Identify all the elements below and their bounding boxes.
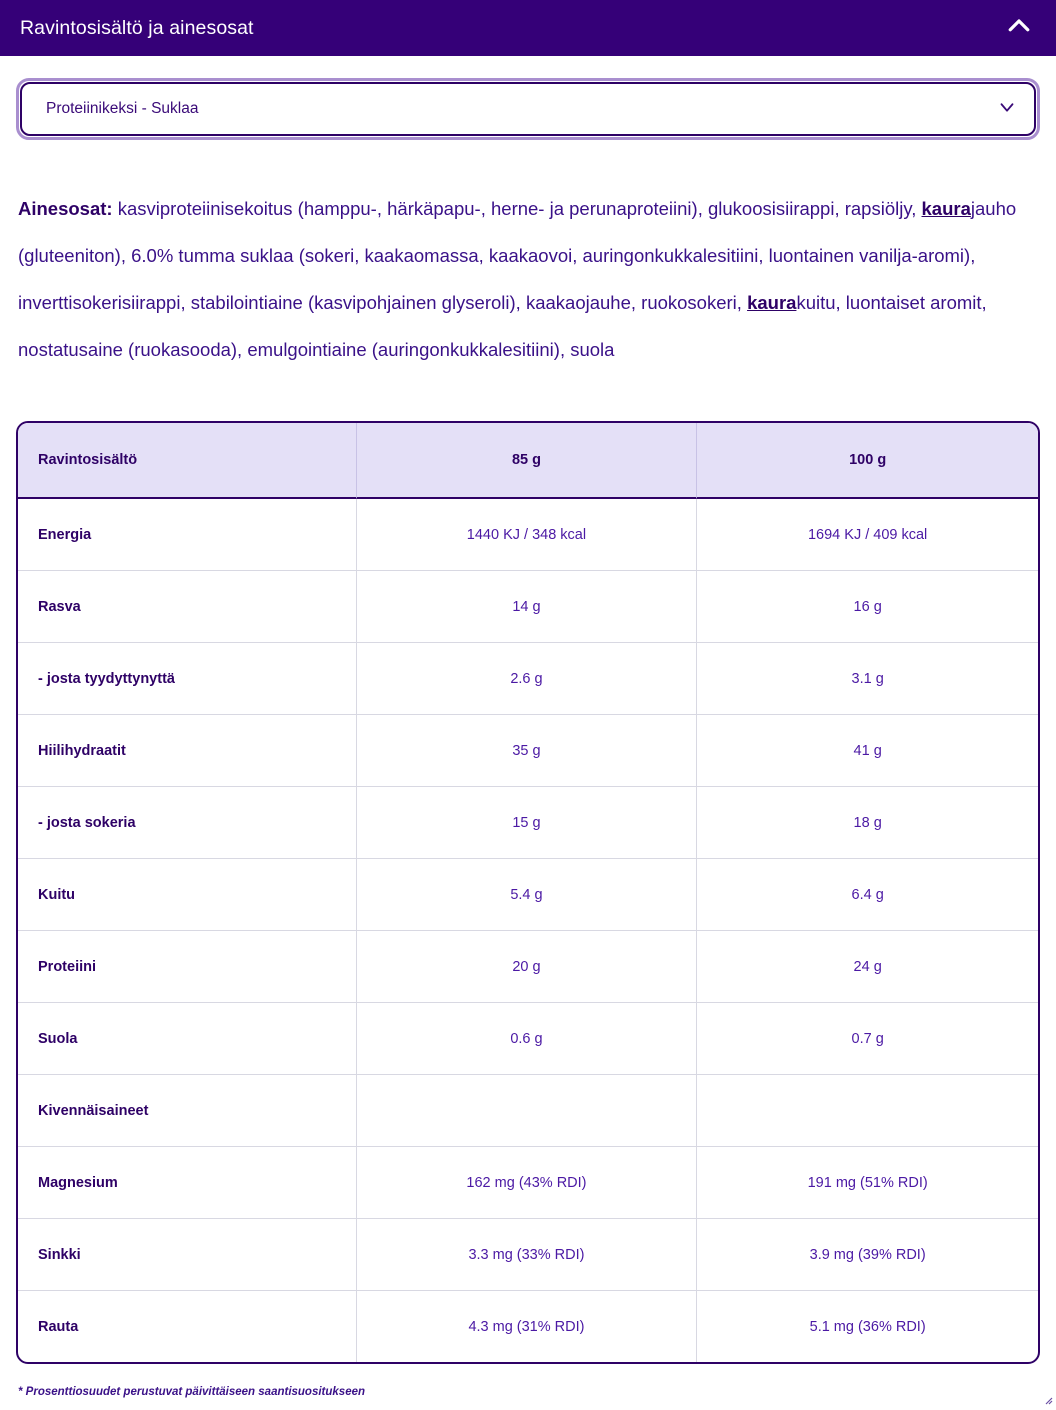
value-per-100g: 5.1 mg (36% RDI) [809,1318,926,1335]
table-row [18,1003,1038,1075]
table-row [18,1075,1038,1147]
value-per-serving: 14 g [357,571,698,643]
column-header-nutrient: Ravintosisältö [18,423,357,499]
nutrient-label: Magnesium [18,1147,357,1219]
nutrient-label: Proteiini [18,931,357,1003]
ingredient-text: kasviproteiinisekoitus (hamppu-, härkäpapu-, herne- ja perunaproteiini), glukoosisiirappi, rapsiöljy, [112,197,922,219]
resize-handle[interactable] [1043,1392,1053,1402]
ingredient-text: kuitu, luontaiset aromit, nostatusaine (ruokasooda), emulgointiaine (auringonkukkalesitiini), suola [18,291,987,360]
table-row [18,1291,1038,1362]
value-per-100g [697,1075,1038,1147]
nutrient-label: Suola [18,1003,357,1075]
value-per-100g: 1694 KJ / 409 kcal [697,499,1038,571]
variant-select-focus-ring [16,78,1040,140]
value-per-100g: 3.9 mg (39% RDI) [697,1219,1038,1291]
value-per-100g: 0.7 g [697,1003,1038,1075]
nutrition-table [16,421,1040,1364]
panel-header[interactable] [0,0,1056,56]
table-header [18,423,1038,499]
value-per-serving: 20 g [357,931,698,1003]
value-per-100g: 41 g [697,715,1038,787]
nutrient-label: Energia [18,499,357,571]
table-header-row [18,423,1038,499]
value-per-serving [357,1075,698,1147]
nutrient-label: - josta sokeria [18,787,357,859]
nutrient-label: Rasva [18,571,357,643]
column-header-serving: 85 g [357,423,698,499]
variant-select-value: Proteiinikeksi - Suklaa [46,100,199,117]
value-per-100g: 16 g [697,571,1038,643]
ingredients-paragraph [0,159,1056,373]
nutrition-table-container [0,391,1056,1364]
value-per-serving: 0.6 g [357,1003,698,1075]
value-per-serving: 35 g [357,715,698,787]
page-title: Ravintosisältö ja ainesosat [20,16,254,39]
nutrient-label: Rauta [18,1291,357,1362]
value-per-serving: 1440 KJ / 348 kcal [357,499,698,571]
table-row [18,859,1038,931]
table-row [18,931,1038,1003]
ingredient-text: jauho (gluteeniton), 6.0% tumma suklaa (sokeri, kaakaomassa, kaakaovoi, auringonkukkalesitiini, luontainen vanilja-aromi), inverttisokerisiirappi, stabilointiaine (kasvipohjainen glyseroli), kaakaojauhe, ruokosokeri, [18,197,1017,313]
table-row [18,499,1038,571]
variant-select-container [0,56,1056,140]
table-row [18,1219,1038,1291]
value-per-serving: 5.4 g [357,859,698,931]
table-row [18,1147,1038,1219]
value-per-100g: 191 mg (51% RDI) [697,1147,1038,1219]
table-body [18,499,1038,1362]
table-row [18,643,1038,715]
value-per-serving: 2.6 g [357,643,698,715]
table-row [18,787,1038,859]
table-row [18,571,1038,643]
nutrient-label: Hiilihydraatit [18,715,357,787]
allergen-term: kaura [921,197,971,219]
value-per-serving: 15 g [357,787,698,859]
rdi-footnote: * Prosenttiosuudet perustuvat päivittäiseen saantisuositukseen [18,1386,366,1398]
nutrient-label: Kuitu [18,859,357,931]
value-per-serving: 162 mg (43% RDI) [357,1147,698,1219]
value-per-100g: 18 g [697,787,1038,859]
value-per-100g: 6.4 g [697,859,1038,931]
ingredients-body [18,198,1016,360]
chevron-up-icon[interactable] [1004,11,1034,46]
column-header-100g: 100 g [697,423,1038,499]
nutrient-label: - josta tyydyttynyttä [18,643,357,715]
allergen-term: kaura [747,291,797,313]
variant-select[interactable] [20,82,1036,136]
nutrient-label: Sinkki [18,1219,357,1291]
chevron-down-icon[interactable] [996,96,1018,123]
value-per-100g: 3.1 g [697,643,1038,715]
value-per-serving: 3.3 mg (33% RDI) [357,1219,698,1291]
value-per-100g: 24 g [697,931,1038,1003]
nutrient-label: Kivennäisaineet [18,1075,357,1147]
table-row [18,715,1038,787]
ingredients-label: Ainesosat: [18,197,113,219]
value-per-serving: 4.3 mg (31% RDI) [357,1291,698,1362]
